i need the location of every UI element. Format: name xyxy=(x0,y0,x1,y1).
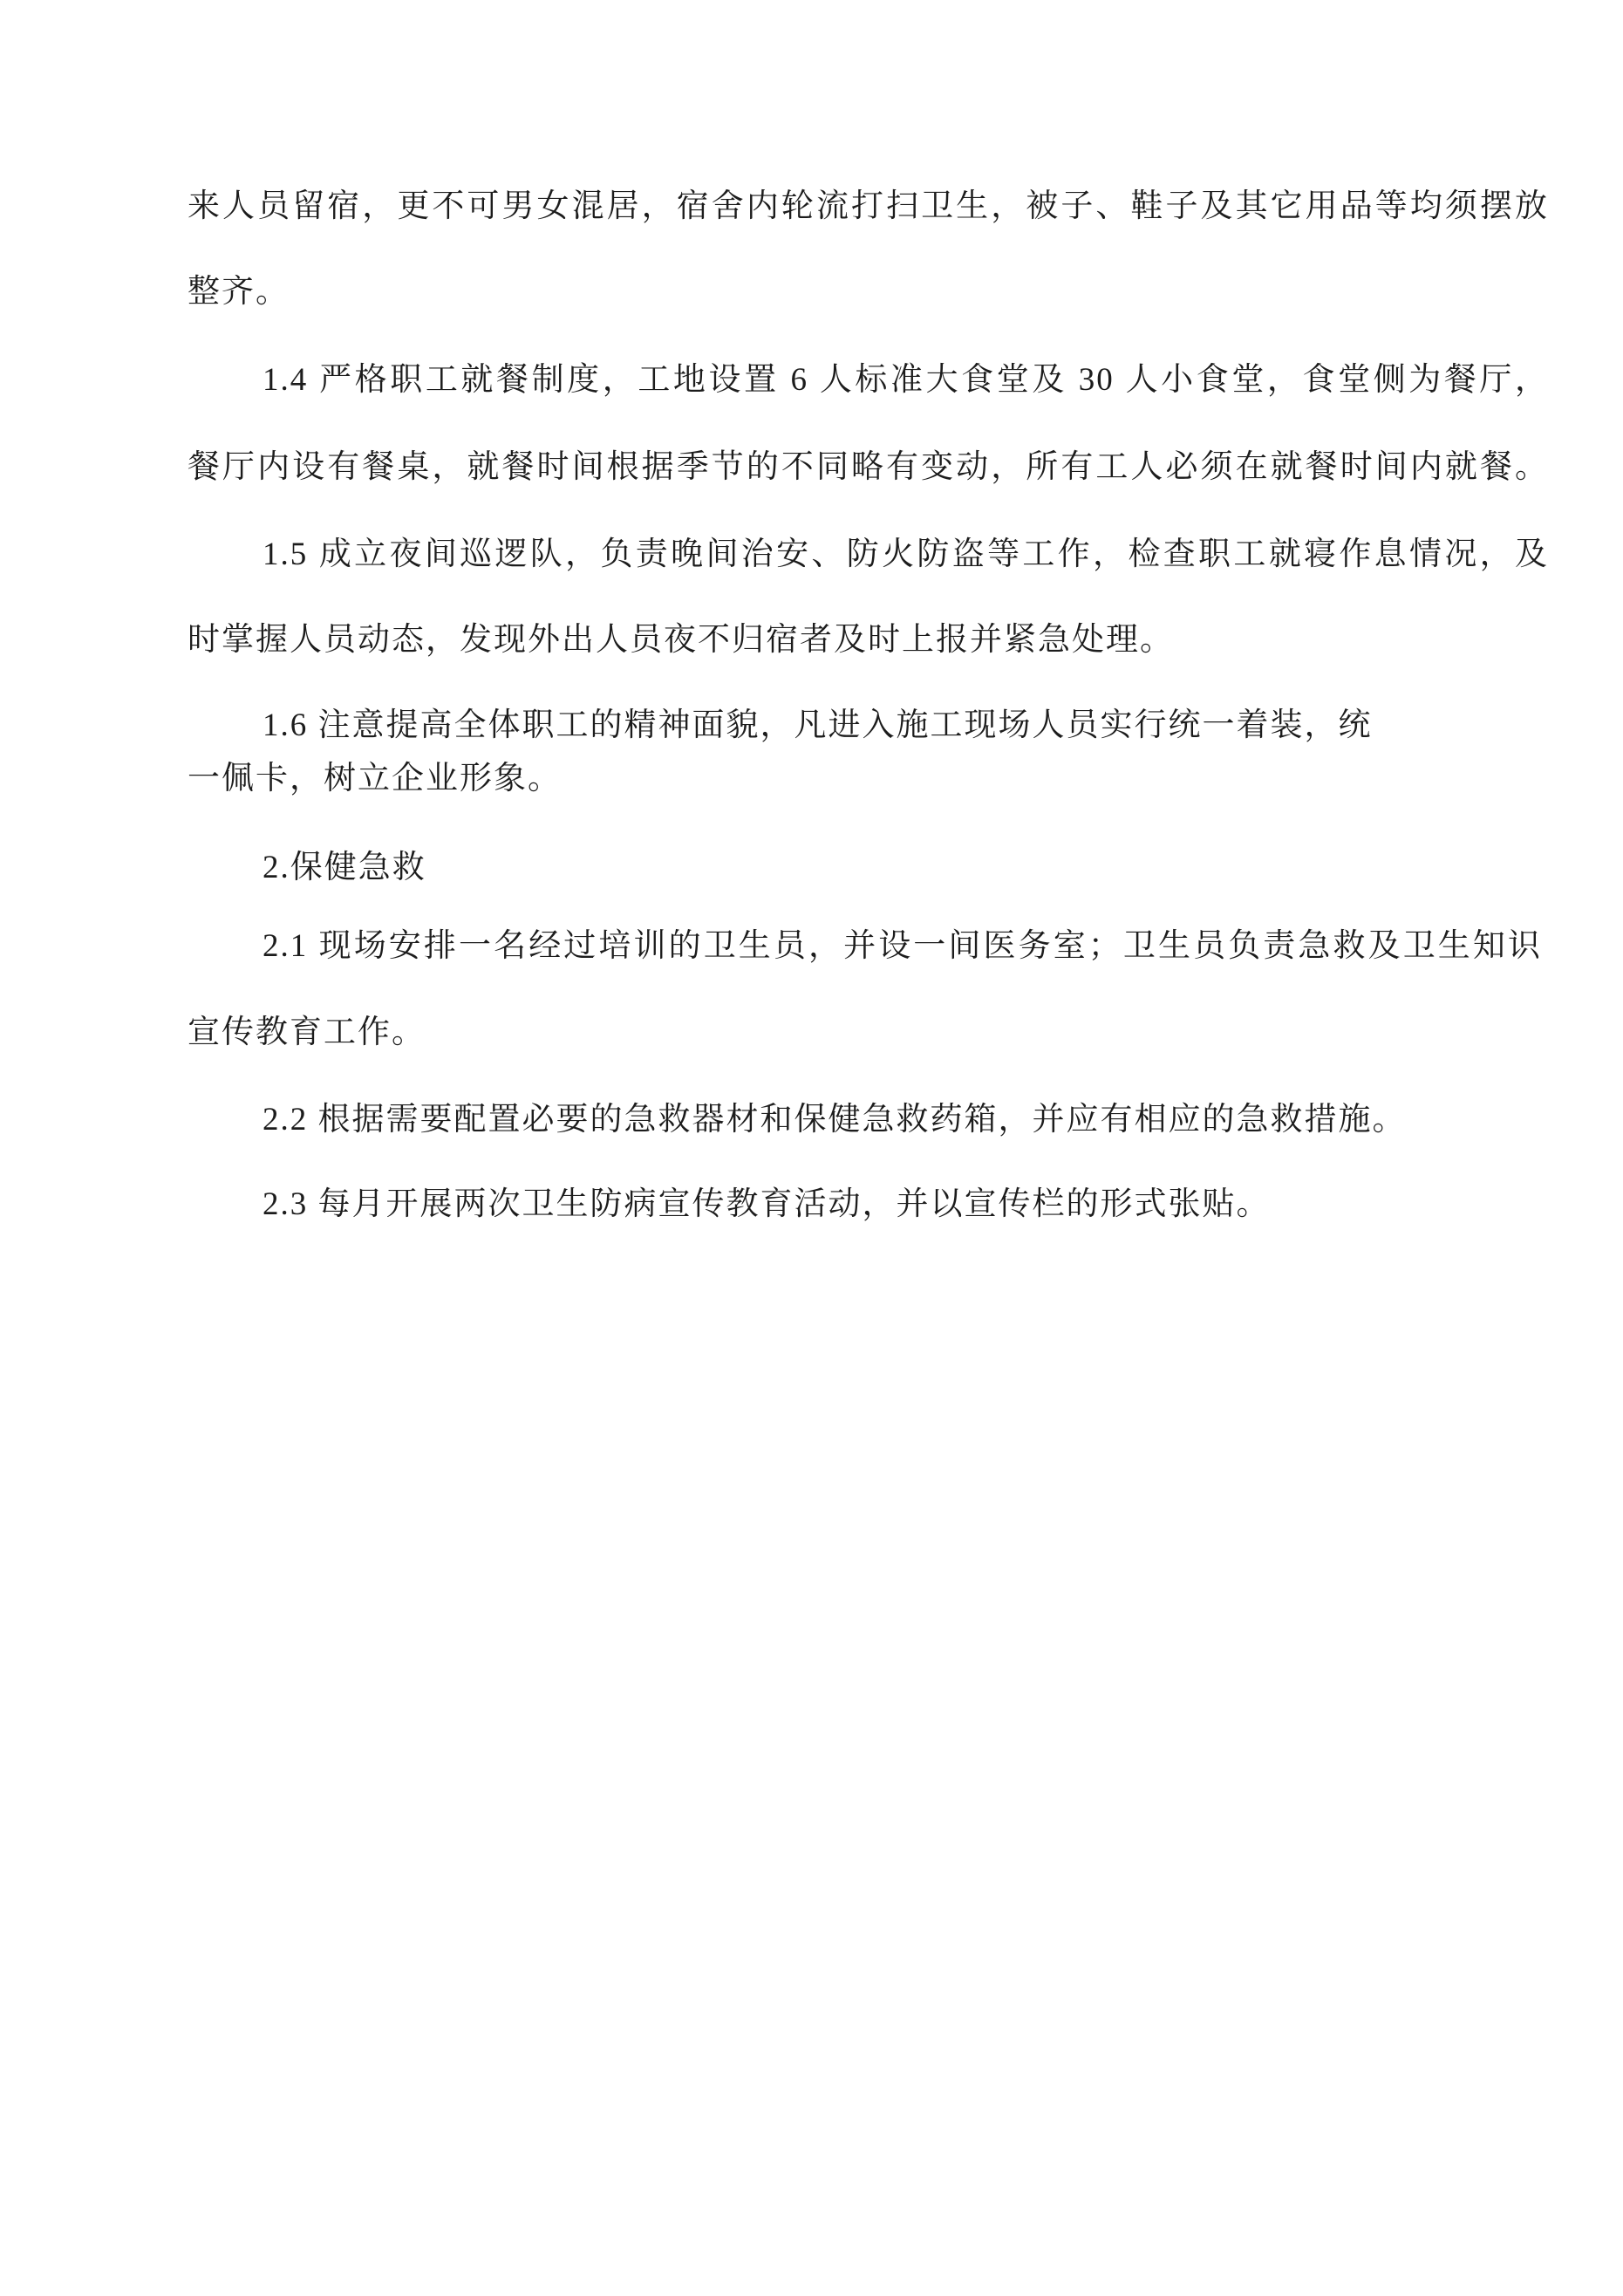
text-line: 时掌握人员动态，发现外出人员夜不归宿者及时上报并紧急处理。 xyxy=(188,622,1174,658)
text-line: 1.6 注意提高全体职工的精神面貌，凡进入施工现场人员实行统一着装，统 xyxy=(263,707,1373,743)
text-line: 餐厅内设有餐桌，就餐时间根据季节的不同略有变动，所有工人必须在就餐时间内就餐。 xyxy=(188,449,1549,485)
text-line: 1.4 严格职工就餐制度，工地设置 6 人标准大食堂及 30 人小食堂，食堂侧为餐厅， xyxy=(263,362,1549,398)
text-line: 来人员留宿，更不可男女混居，宿舍内轮流打扫卫生，被子、鞋子及其它用品等均须摆放 xyxy=(188,188,1549,224)
text-line: 2.3 每月开展两次卫生防病宣传教育活动，并以宣传栏的形式张贴。 xyxy=(263,1186,1271,1222)
text-line: 一佩卡，树立企业形象。 xyxy=(188,761,562,796)
text-line: 1.5 成立夜间巡逻队，负责晚间治安、防火防盗等工作，检查职工就寝作息情况，及 xyxy=(263,536,1549,572)
text-line: 2.1 现场安排一名经过培训的卫生员，并设一间医务室；卫生员负责急救及卫生知识 xyxy=(263,928,1542,964)
text-line: 宣传教育工作。 xyxy=(188,1015,426,1050)
text-line: 2.2 根据需要配置必要的急救器材和保健急救药箱，并应有相应的急救措施。 xyxy=(263,1102,1407,1138)
text-line: 整齐。 xyxy=(188,274,290,310)
section-heading-text: 2.保健急救 xyxy=(263,850,426,885)
